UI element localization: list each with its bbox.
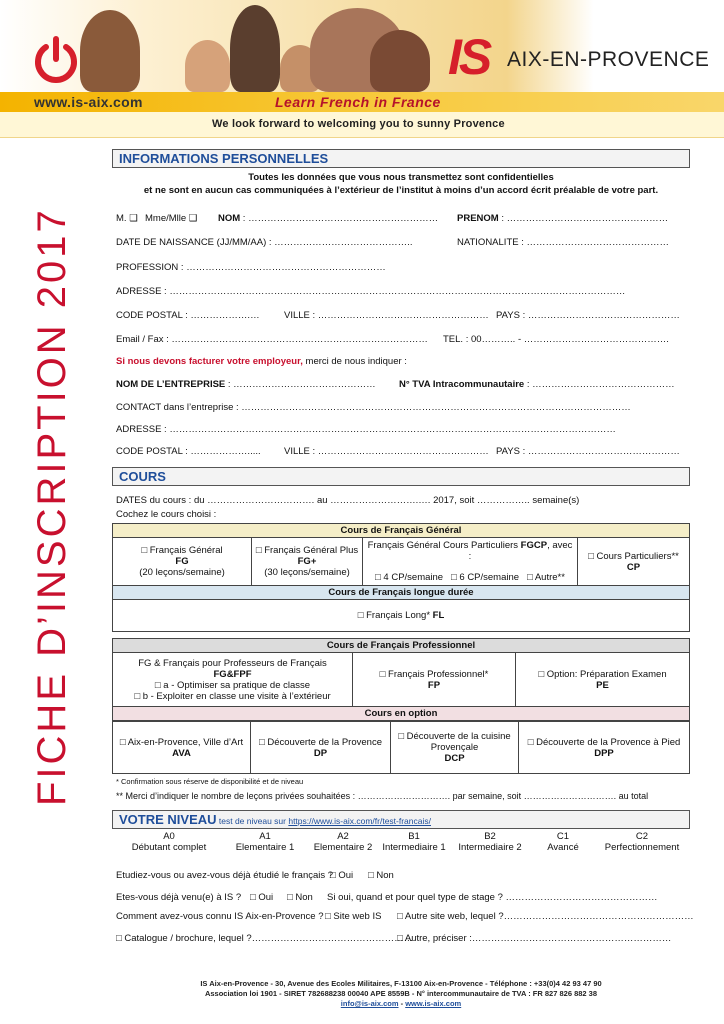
prenom-dots: : …………………………………………… bbox=[498, 213, 669, 224]
checkbox-autre-source[interactable]: □ Autre, préciser :……………………………………………………… bbox=[397, 933, 672, 944]
field-dates[interactable]: DATES du cours : du ……………………………. au ……………………….…. 2017, soit …………….. semaine(s) bbox=[116, 495, 580, 506]
level-a2-label: Elementaire 2 bbox=[313, 842, 373, 853]
checkbox-site-is[interactable]: □ Site web IS bbox=[325, 911, 382, 922]
level-a0-label: Débutant complet bbox=[131, 842, 207, 853]
field-code-postal[interactable]: CODE POSTAL : ……………….… bbox=[116, 310, 260, 321]
confidentiality-line-1: Toutes les données que vous nous transmettez sont confidentielles bbox=[248, 172, 554, 183]
level-b2-label: Intermediaire 2 bbox=[458, 842, 522, 853]
fg-code: FG bbox=[175, 556, 189, 567]
field-adresse-entreprise[interactable]: ADRESSE : …………………………………………………………………………………………………………………………… bbox=[116, 424, 616, 435]
fgp-code: FG+ bbox=[297, 556, 317, 567]
dpp-code: DPP bbox=[594, 747, 614, 759]
option-dpp[interactable] bbox=[519, 722, 690, 774]
fgfpf-b[interactable]: □ b - Exploiter en classe une visite à l’extérieur bbox=[134, 690, 331, 702]
question-source: Comment avez-vous connu IS Aix-en-Provence ? bbox=[116, 911, 324, 922]
level-a2-code: A2 bbox=[337, 831, 349, 842]
question-studied: Etudiez-vous ou avez-vous déjà étudié le français ? bbox=[116, 870, 334, 881]
field-profession[interactable]: PROFESSION : ……………………………………………………… bbox=[116, 262, 386, 273]
nom-dots: : …………………………………………………… bbox=[240, 213, 439, 224]
option-fgcp[interactable] bbox=[363, 538, 578, 586]
option-fgfpf[interactable] bbox=[113, 653, 353, 707]
header-photo bbox=[0, 0, 724, 92]
dp-label: □ Découverte de la Provence bbox=[259, 736, 382, 748]
power-icon bbox=[30, 35, 82, 87]
level-b1-label: Intermediaire 1 bbox=[382, 842, 446, 853]
employer-note-red: Si nous devons facturer votre employeur, bbox=[116, 356, 303, 367]
note-confirmation: * Confirmation sous réserve de disponibilité et de niveau bbox=[116, 777, 304, 786]
general-title: Cours de Français Général bbox=[113, 524, 690, 538]
option-dcp[interactable] bbox=[391, 722, 519, 774]
field-prenom[interactable] bbox=[457, 213, 668, 224]
footer-email-link[interactable]: info@is-aix.com bbox=[340, 999, 399, 1008]
pe-code: PE bbox=[596, 679, 609, 691]
fgp-sub: (30 leçons/semaine) bbox=[264, 567, 350, 578]
ava-code: AVA bbox=[172, 747, 191, 759]
option-fl[interactable] bbox=[113, 600, 690, 632]
fl-code: FL bbox=[432, 610, 445, 621]
checkbox-4cp[interactable]: □ 4 CP/semaine bbox=[375, 572, 444, 583]
fg-sub: (20 leçons/semaine) bbox=[139, 567, 225, 578]
option-table bbox=[112, 721, 690, 774]
employer-note-rest: merci de nous indiquer : bbox=[302, 356, 407, 367]
dp-code: DP bbox=[313, 747, 328, 759]
dcp-label-2: Provençale bbox=[430, 742, 479, 753]
label-nom: NOM bbox=[218, 213, 241, 224]
pe-label: □ Option: Préparation Examen bbox=[538, 668, 667, 680]
courses-table bbox=[112, 523, 690, 632]
option-pe[interactable] bbox=[516, 653, 690, 707]
cochez-label: Cochez le cours choisi : bbox=[116, 509, 217, 520]
fgfpf-label: FG & Français pour Professeurs de Français bbox=[138, 657, 327, 669]
entreprise-dots: : ……………………………………… bbox=[225, 379, 376, 390]
section-cours-heading: COURS bbox=[112, 467, 690, 486]
footer-sep: - bbox=[398, 999, 406, 1008]
checkbox-autre-cp[interactable]: □ Autre** bbox=[526, 572, 565, 583]
level-c2-label: Perfectionnement bbox=[604, 842, 680, 853]
fgcp-code: FGCP bbox=[520, 540, 548, 551]
checkbox-mme[interactable]: Mme/Mlle ❑ bbox=[145, 213, 198, 224]
niveau-test-text: test de niveau sur bbox=[216, 816, 289, 826]
dpp-label: □ Découverte de la Provence à Pied bbox=[527, 736, 681, 748]
field-nom[interactable] bbox=[218, 213, 438, 224]
field-ville-entreprise[interactable]: VILLE : ……………………………………………… bbox=[284, 446, 489, 457]
dcp-label-1: □ Découverte de la cuisine bbox=[398, 731, 511, 742]
employer-note bbox=[116, 356, 407, 367]
field-pays[interactable]: PAYS : ………………………………………… bbox=[496, 310, 680, 321]
question-visited: Etes-vous déjà venu(e) à IS ? bbox=[116, 892, 242, 903]
checkbox-visited-non[interactable]: □ Non bbox=[287, 892, 313, 903]
field-email[interactable]: Email / Fax : ……………………………………………………………………… bbox=[116, 334, 428, 345]
niveau-test-link[interactable]: https://www.is-aix.com/fr/test-francais/ bbox=[288, 816, 431, 826]
logo-city: AIX-EN-PROVENCE bbox=[507, 48, 710, 71]
fgcp-label: Français Général Cours Particuliers bbox=[367, 540, 521, 551]
level-c1-label: Avancé bbox=[547, 842, 579, 853]
footer-address: IS Aix-en-Provence - 30, Avenue des Ecoles Militaires, F-13100 Aix-en-Provence - Téléphone : +33(0)4 42 93 47 90 bbox=[200, 979, 602, 988]
fgcp-suffix: , avec : bbox=[468, 540, 573, 562]
longue-title: Cours de Français longue durée bbox=[113, 586, 690, 600]
field-nationalite[interactable]: NATIONALITE : ……………………………………… bbox=[457, 237, 670, 248]
note-private-lessons[interactable]: ** Merci d’indiquer le nombre de leçons privées souhaitées : …………………………. par semaine, soit …………………………. au total bbox=[116, 791, 649, 801]
option-title-inner bbox=[113, 707, 689, 720]
fgp-label: □ Français Général Plus bbox=[255, 545, 359, 556]
level-a1-code: A1 bbox=[259, 831, 271, 842]
side-title: FICHE D’INSCRIPTION 2017 bbox=[30, 207, 74, 806]
field-entreprise[interactable] bbox=[116, 379, 376, 390]
footer-legal: Association loi 1901 - SIRET 782688238 00040 APE 8559B - N° intercommunautaire de TVA : FR 827 826 882 38 bbox=[204, 989, 598, 998]
label-entreprise: NOM DE L’ENTREPRISE bbox=[116, 379, 226, 390]
option-fp[interactable] bbox=[353, 653, 516, 707]
pro-title: Cours de Français Professionnel bbox=[113, 639, 690, 653]
level-a0-code: A0 bbox=[163, 831, 175, 842]
level-list bbox=[112, 831, 690, 859]
level-c2[interactable] bbox=[590, 831, 694, 853]
fp-code: FP bbox=[427, 679, 441, 691]
checkbox-studied-non[interactable]: □ Non bbox=[368, 870, 394, 881]
level-b2-code: B2 bbox=[484, 831, 496, 842]
website-url[interactable]: www.is-aix.com bbox=[34, 94, 143, 110]
field-pays-entreprise[interactable]: PAYS : ………………………………………… bbox=[496, 446, 680, 457]
label-prenom: PRENOM bbox=[457, 213, 499, 224]
field-tel[interactable]: TEL. : 00……….. - ………………………………………. bbox=[443, 334, 669, 345]
field-dob[interactable]: DATE DE NAISSANCE (JJ/MM/AA) : …………………………………….. bbox=[116, 237, 413, 248]
dcp-code: DCP bbox=[444, 753, 465, 764]
fg-label: □ Français Général bbox=[141, 545, 223, 556]
checkbox-6cp[interactable]: □ 6 CP/semaine bbox=[451, 572, 520, 583]
tva-dots: : ……………………………………… bbox=[524, 379, 675, 390]
footer-web-link[interactable]: www.is-aix.com bbox=[405, 999, 462, 1008]
fgcp-options bbox=[366, 572, 574, 583]
field-ville[interactable]: VILLE : ……………………………………………… bbox=[284, 310, 489, 321]
field-visited-details[interactable]: Si oui, quand et pour quel type de stage ? ………………………………………… bbox=[327, 892, 658, 903]
option-dp[interactable] bbox=[251, 722, 391, 774]
confidentiality-line-2: et ne sont en aucun cas communiquées à l’extérieur de l’institut à moins d’un accord écrit préalable de votre part. bbox=[143, 185, 659, 196]
level-a0[interactable] bbox=[112, 831, 226, 853]
fgfpf-a[interactable]: □ a - Optimiser sa pratique de classe bbox=[154, 679, 311, 691]
fgfpf-code: FG&FPF bbox=[213, 668, 252, 680]
field-contact[interactable]: CONTACT dans l’entreprise : …………………………………………………………………………………………………………… bbox=[116, 402, 631, 413]
is-logo: IS bbox=[448, 29, 490, 85]
field-tva[interactable] bbox=[399, 379, 675, 390]
option-fgplus[interactable] bbox=[252, 538, 363, 586]
fp-label: □ Français Professionnel* bbox=[379, 668, 489, 680]
checkbox-m[interactable]: M. ❑ bbox=[116, 213, 138, 224]
checkbox-autre-site[interactable]: □ Autre site web, lequel ?…………………………………………………… bbox=[397, 911, 694, 922]
pro-table bbox=[112, 638, 690, 721]
option-ava[interactable] bbox=[113, 722, 251, 774]
section-niveau-heading bbox=[112, 810, 690, 829]
label-tva: N° TVA Intracommunautaire bbox=[399, 379, 525, 390]
header-banner bbox=[0, 0, 724, 138]
checkbox-catalogue[interactable]: □ Catalogue / brochure, lequel ?…………………………………………… bbox=[116, 933, 414, 944]
cp-label: □ Cours Particuliers** bbox=[588, 550, 679, 562]
footer bbox=[112, 979, 690, 1009]
level-c1-code: C1 bbox=[556, 831, 570, 842]
footer-contact bbox=[112, 999, 690, 1009]
field-adresse[interactable]: ADRESSE : ……………………………………………………………………………………………………………………………… bbox=[116, 286, 626, 297]
welcome-text: We look forward to welcoming you to sunny Provence bbox=[212, 118, 505, 130]
checkbox-visited-oui[interactable]: □ Oui bbox=[250, 892, 274, 903]
cp-code: CP bbox=[626, 561, 641, 573]
level-c2-code: C2 bbox=[635, 831, 649, 842]
checkbox-studied-oui[interactable]: □ Oui bbox=[330, 870, 354, 881]
fl-label: □ Français Long* bbox=[357, 610, 433, 621]
level-b1-code: B1 bbox=[408, 831, 420, 842]
ava-label: □ Aix-en-Provence, Ville d’Art bbox=[119, 736, 244, 748]
option-title: Cours en option bbox=[364, 708, 438, 719]
tagline: Learn French in France bbox=[275, 94, 441, 110]
niveau-title: VOTRE NIVEAU bbox=[119, 812, 217, 827]
level-a1-label: Elementaire 1 bbox=[235, 842, 295, 853]
option-title-cell bbox=[113, 707, 690, 721]
option-cp[interactable] bbox=[578, 538, 690, 586]
fgcp-title bbox=[366, 540, 574, 562]
option-fg[interactable] bbox=[113, 538, 252, 586]
section-personal-heading: INFORMATIONS PERSONNELLES bbox=[112, 149, 690, 168]
field-code-postal-entreprise[interactable]: CODE POSTAL : ………………..... bbox=[116, 446, 261, 457]
